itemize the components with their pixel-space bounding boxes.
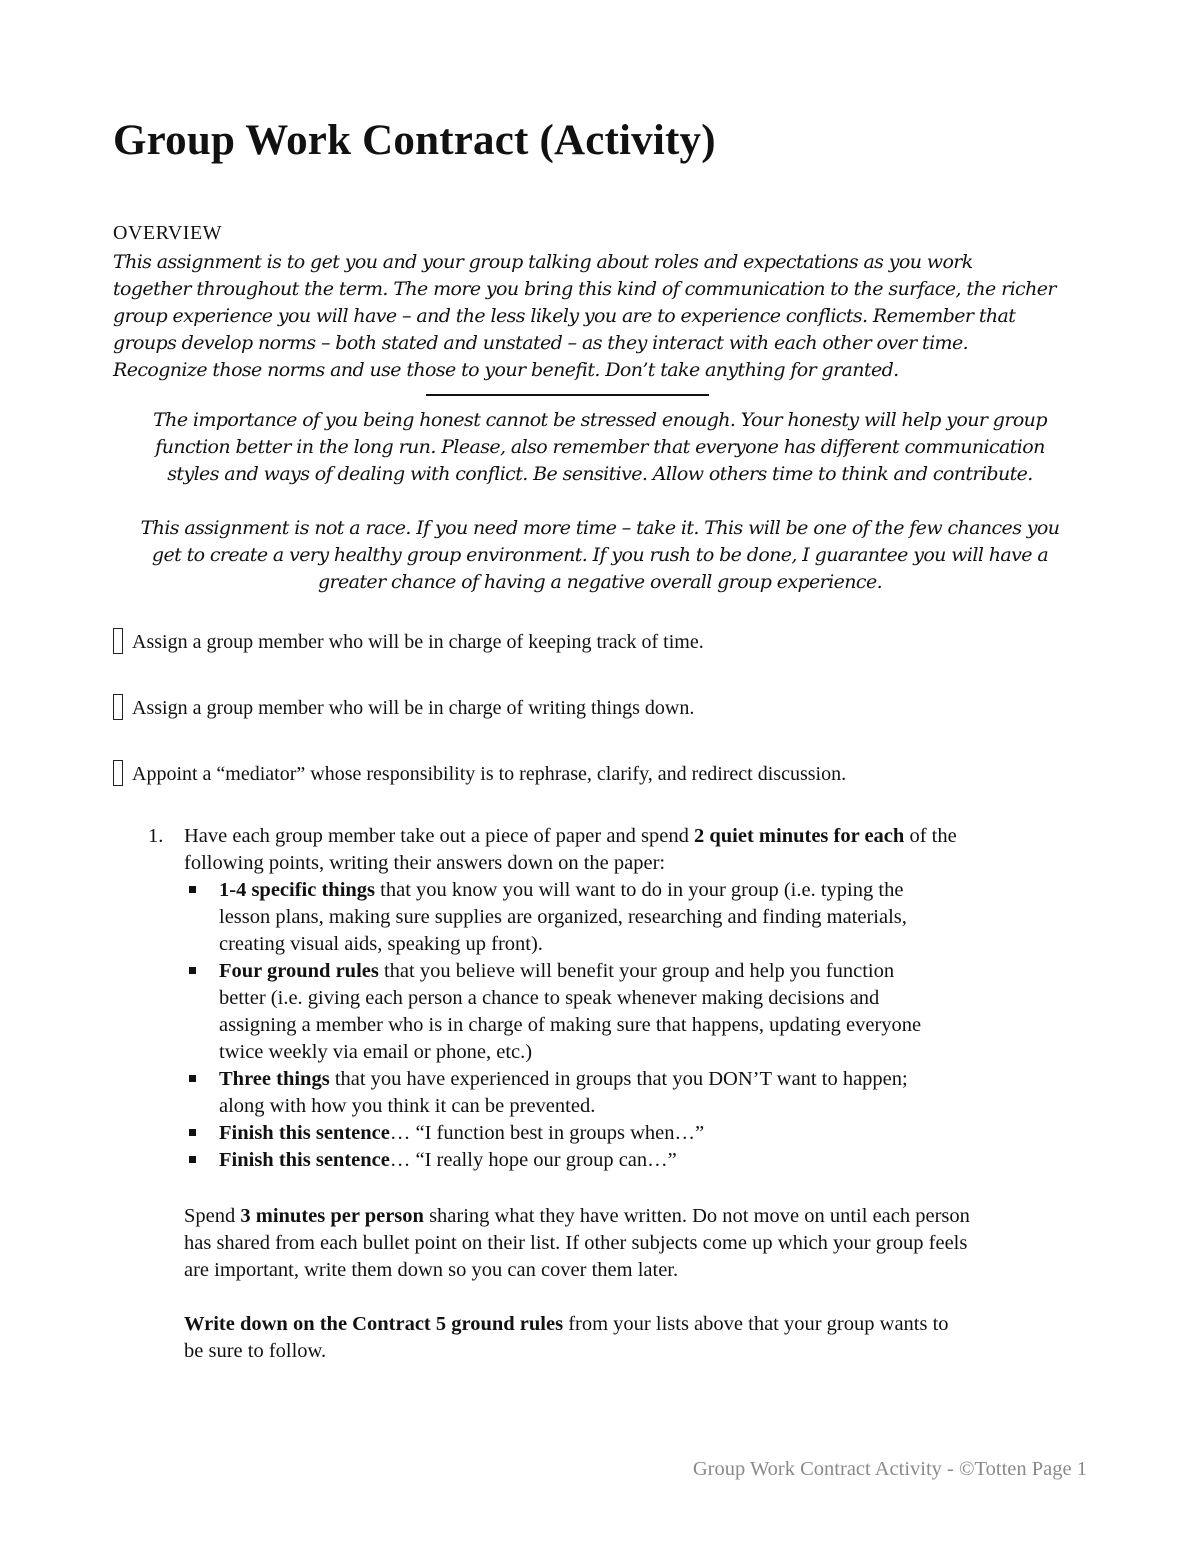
honesty-paragraph [100, 407, 1100, 488]
race-line: get to create a very healthy group environment. If you rush to be done, I guarantee you will have a [151, 544, 1049, 566]
overview-line: groups develop norms – both stated and unstated – as they interact with each other over time. [113, 332, 969, 354]
bullet-text: that you have experienced in groups that you DON’T want to happen; [329, 1068, 908, 1090]
share-emphasis: 3 minutes per person [240, 1205, 424, 1227]
honesty-line: The importance of you being honest cannot be stressed enough. Your honesty will help your group [153, 409, 1047, 431]
overview-line: group experience you will have – and the less likely you are to experience conflicts. Remember that [113, 305, 1016, 327]
share-text: Spend [184, 1205, 241, 1227]
page-footer: Group Work Contract Activity - ©Totten Page 1 [692, 1458, 1087, 1480]
checklist-item [113, 760, 846, 786]
write-text: from your lists above that your group wants to [563, 1313, 949, 1335]
share-text: sharing what they have written. Do not move on until each person [423, 1205, 970, 1227]
step-number: 1. [148, 825, 164, 847]
bullet-text: assigning a member who is in charge of making sure that happens, updating everyone [219, 1014, 922, 1036]
square-bullet-icon [184, 1120, 219, 1147]
bullet-text: lesson plans, making sure supplies are organized, researching and finding materials, [219, 906, 907, 928]
bullet-item [184, 1147, 1098, 1174]
checkbox-icon [113, 694, 123, 720]
page-title: Group Work Contract (Activity) [113, 117, 716, 164]
step-intro-text: of the [904, 825, 957, 847]
checkbox-icon [113, 760, 123, 786]
numbered-step-1 [148, 823, 1098, 1174]
bullet-lead: Finish this sentence [219, 1122, 390, 1144]
bullet-text: better (i.e. giving each person a chance to speak whenever making decisions and [219, 987, 880, 1009]
honesty-line: styles and ways of dealing with conflict. Be sensitive. Allow others time to think and contribute. [167, 463, 1033, 485]
bullet-lead: Four ground rules [219, 960, 379, 982]
checklist-item [113, 694, 694, 720]
square-bullet-icon [184, 877, 219, 958]
bullet-lead: 1-4 specific things [219, 879, 376, 901]
overview-line: This assignment is to get you and your group talking about roles and expectations as you work [113, 251, 973, 273]
step-intro-text: Have each group member take out a piece of paper and spend [184, 825, 694, 847]
share-paragraph [184, 1203, 1104, 1284]
bullet-item [184, 1066, 1098, 1120]
checklist-item-label: Assign a group member who will be in charge of keeping track of time. [132, 631, 704, 653]
bullet-item [184, 958, 1098, 1066]
step-intro-line: following points, writing their answers down on the paper: [184, 852, 666, 874]
write-text: be sure to follow. [184, 1340, 327, 1362]
step-intro-emphasis: 2 quiet minutes for each [694, 825, 905, 847]
step-intro-line [184, 823, 1098, 850]
bullet-text: … “I really hope our group can…” [389, 1149, 677, 1171]
square-bullet-icon [184, 1066, 219, 1120]
bullet-text: twice weekly via email or phone, etc.) [219, 1041, 533, 1063]
bullet-text: creating visual aids, speaking up front). [219, 933, 543, 955]
race-line: This assignment is not a race. If you need more time – take it. This will be one of the few chances you [140, 517, 1060, 539]
write-paragraph [184, 1311, 1104, 1365]
bullet-lead: Three things [219, 1068, 330, 1090]
overview-heading: OVERVIEW [113, 222, 223, 244]
overview-paragraph [113, 249, 1103, 384]
overview-line: together throughout the term. The more you bring this kind of communication to the surface, the richer [113, 278, 1056, 300]
bullet-text: along with how you think it can be prevented. [219, 1095, 596, 1117]
bullet-item [184, 1120, 1098, 1147]
checkbox-icon [113, 628, 123, 654]
honesty-line: function better in the long run. Please, also remember that everyone has different communication [155, 436, 1045, 458]
race-line: greater chance of having a negative overall group experience. [317, 571, 883, 593]
bullet-text: that you believe will benefit your group and help you function [378, 960, 895, 982]
checklist-item-label: Appoint a “mediator” whose responsibility is to rephrase, clarify, and redirect discussion. [132, 763, 847, 785]
overview-line: Recognize those norms and use those to your benefit. Don’t take anything for granted. [113, 359, 899, 381]
share-text: has shared from each bullet point on their list. If other subjects come up which your group feels [184, 1232, 968, 1254]
share-text: are important, write them down so you can cover them later. [184, 1259, 679, 1281]
bullet-lead: Finish this sentence [219, 1149, 390, 1171]
checklist-item [113, 628, 704, 654]
checklist-item-label: Assign a group member who will be in charge of writing things down. [132, 697, 695, 719]
bullet-list [148, 877, 1098, 1174]
bullet-item [184, 877, 1098, 958]
write-emphasis: Write down on the Contract 5 ground rules [184, 1313, 564, 1335]
bullet-text: that you know you will want to do in your group (i.e. typing the [375, 879, 904, 901]
square-bullet-icon [184, 958, 219, 1066]
bullet-text: … “I function best in groups when…” [389, 1122, 705, 1144]
divider-rule [426, 394, 709, 396]
race-paragraph [100, 515, 1100, 596]
square-bullet-icon [184, 1147, 219, 1174]
